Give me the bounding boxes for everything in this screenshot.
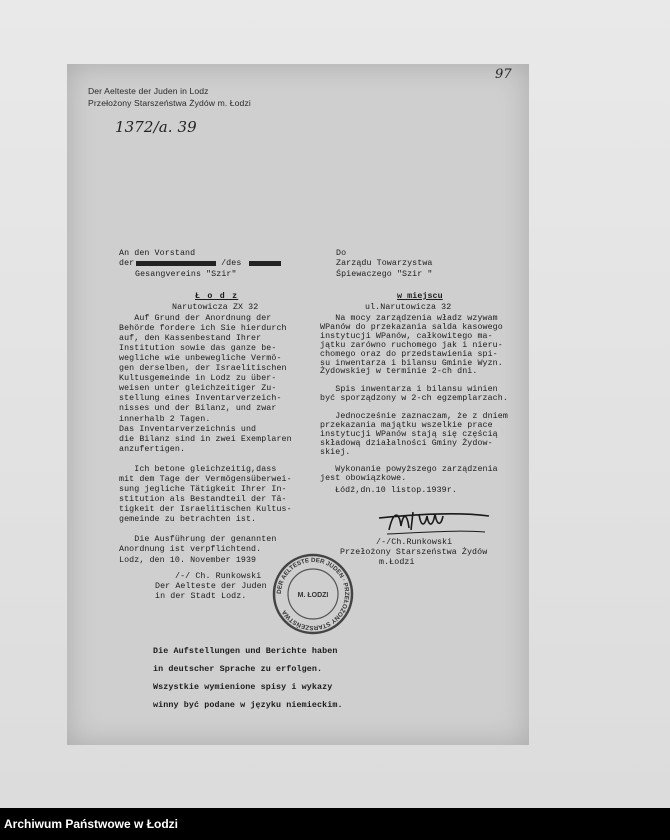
- letter-line: Anordnung ist verpflichtend.: [119, 545, 262, 555]
- letter-line: anzufertigen.: [119, 444, 186, 454]
- letter-line: Auf Grund der Anordnung der: [119, 314, 272, 323]
- letter-line: die Bilanz sind in zwei Exemplaren: [119, 434, 292, 444]
- letter-line: instytucji WPanów stają się częścią: [320, 429, 498, 439]
- letter-line: być sporządzony w 2-ch egzemplarzach.: [320, 394, 508, 404]
- polish-street: ul.Narutowicza 32: [365, 303, 452, 312]
- letter-line: Die Ausführung der genannten: [119, 535, 277, 545]
- polish-date: Łódź,dn.10 listop.1939r.: [335, 486, 457, 495]
- document-page: [67, 64, 529, 745]
- german-address-line2b: /des: [216, 259, 247, 268]
- stamp-center-text: M. ŁODZI: [297, 592, 329, 599]
- letter-line: stitution als Bestandteil der Tä-: [119, 494, 287, 504]
- official-round-stamp: [271, 552, 355, 636]
- german-signature-title: Der Aelteste der Juden: [155, 582, 267, 591]
- polish-address-line3: Śpiewaczego "Szir ": [336, 270, 433, 279]
- letter-line: mit dem Tage der Vermögensüberwei-: [119, 474, 292, 484]
- letter-line: instytucji WPanów, całkowitego ma-: [320, 331, 493, 341]
- letter-line: Behörde fordere ich Sie hierdurch: [119, 324, 287, 334]
- letter-line: przekazania majątku wszelkie prace: [320, 420, 493, 430]
- strikeout-mark: [249, 261, 281, 266]
- letter-line: gemeinde zu betrachten ist.: [119, 515, 257, 524]
- note-line1: Die Aufstellungen und Berichte haben: [153, 646, 338, 656]
- letter-line: gen derselben, der Israelitischen: [119, 364, 287, 374]
- german-signature-name: /-/ Ch. Runkowski: [175, 572, 262, 581]
- letter-line: nisses und der Bilanz, und zwar: [119, 404, 277, 414]
- letter-line: Wykonanie powyższego zarządzenia: [320, 465, 498, 475]
- strikeout-mark: [136, 261, 216, 266]
- letter-line: Na mocy zarządzenia władz wzywam: [320, 314, 498, 323]
- page-number: 97: [495, 67, 512, 82]
- polish-signature-city: m.Łodzi: [379, 558, 415, 567]
- reference-number: 1372/a. 39: [115, 118, 197, 136]
- letter-line: chomego oraz do przedstawienia spi-: [320, 349, 498, 359]
- polish-address-line2: Zarządu Towarzystwa: [336, 259, 433, 268]
- letter-line: innerhalb 2 Tagen.: [119, 414, 211, 424]
- letter-line: weisen unter gleichzeitiger Zu-: [119, 384, 277, 394]
- letter-line: jest obowiązkowe.: [320, 474, 407, 484]
- polish-signature-name: /-/Ch.Runkowski: [376, 538, 453, 547]
- note-line4: winny być podane w języku niemieckim.: [153, 700, 343, 710]
- note-line3: Wszystkie wymienione spisy i wykazy: [153, 682, 333, 692]
- german-signature-city: in der Stadt Lodz.: [155, 592, 247, 601]
- letter-line: skiej.: [320, 447, 351, 457]
- letter-line: tigkeit der Israelitischen Kultus-: [119, 504, 292, 514]
- letter-line: Spis inwentarza i bilansu winien: [320, 385, 498, 395]
- letter-line: Żydowskiej w terminie 2-ch dni.: [320, 367, 478, 377]
- letter-line: składową działalności Gminy Żydow-: [320, 438, 493, 448]
- polish-signature-title: Przełożony Starszeństwa Żydów: [340, 548, 488, 557]
- letterhead-german: Der Aelteste der Juden in Lodz: [88, 86, 209, 96]
- note-line2: in deutscher Sprache zu erfolgen.: [153, 664, 323, 674]
- german-address-line3: Gesangvereins "Szir": [135, 270, 237, 279]
- stamp-ring-text: DER AELTESTE DER JUDEN · PRZEŁOŻONY STARSZEŃSTWA: [275, 556, 351, 632]
- polish-place: w miejscu: [397, 292, 443, 301]
- german-street: Narutowicza ZX 32: [172, 303, 259, 312]
- letter-line: sung jegliche Tätigkeit Ihrer In-: [119, 484, 287, 494]
- letter-line: Institution sowie das ganze be-: [119, 344, 277, 354]
- handwritten-signature: [359, 504, 499, 538]
- letter-line: Kultusgemeinde in Lodz zu über-: [119, 374, 277, 384]
- archive-footer-bar: [0, 808, 670, 840]
- letter-line: WPanów do przekazania salda kasowego: [320, 322, 503, 332]
- letter-line: Das Inventarverzeichnis und: [119, 424, 257, 434]
- letter-line: Ich betone gleichzeitig,dass: [119, 464, 277, 474]
- german-address-line2a: der: [119, 259, 135, 268]
- letter-line: su inwentarza i bilansu Gminie Wyzn.: [320, 358, 503, 368]
- german-date: Lodz, den 10. November 1939: [119, 556, 257, 565]
- letter-line: stellung eines Inventarverzeich-: [119, 394, 282, 404]
- letter-line: auf, den Kassenbestand Ihrer: [119, 334, 262, 344]
- polish-address-line1: Do: [336, 249, 347, 258]
- german-city: Ł o d z: [195, 292, 239, 301]
- letter-line: wegliche wie unbewegliche Vermö-: [119, 354, 282, 364]
- archive-name: Archiwum Państwowe w Łodzi: [4, 817, 179, 831]
- letter-line: Jednocześnie zaznaczam, że z dniem: [320, 411, 508, 421]
- letterhead-polish: Przełożony Starszeństwa Żydów m. Łodzi: [88, 98, 251, 108]
- german-address-line1: An den Vorstand: [119, 249, 196, 258]
- letter-line: jątku zarówno ruchomego jak i nieru-: [320, 340, 503, 350]
